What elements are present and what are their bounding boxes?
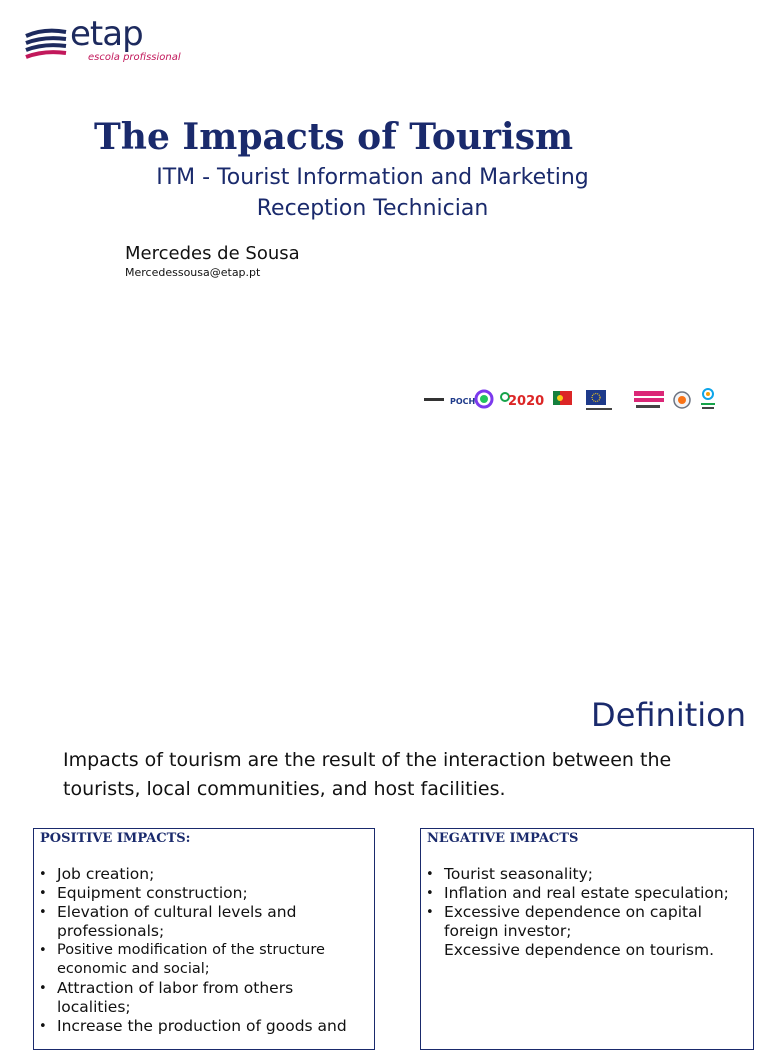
presentation-subtitle xyxy=(100,162,645,224)
logo-stripes-icon xyxy=(22,28,70,68)
sponsor-logos xyxy=(422,386,722,416)
eqavet-dot-icon xyxy=(706,392,710,396)
list-item: • Elevation of cultural levels and professionals; xyxy=(38,903,363,941)
poch-logo: POCH xyxy=(450,397,476,406)
negative-impacts-list xyxy=(425,865,750,960)
definition-slide xyxy=(0,660,768,1035)
list-item: • Inflation and real estate speculation; xyxy=(425,884,750,903)
subtitle-line-2: Reception Technician xyxy=(256,196,489,221)
etap-logo xyxy=(22,16,182,72)
eu-caption-bar xyxy=(586,408,612,410)
list-item: • Excessive dependence on capital foreign investor; xyxy=(425,903,750,941)
presentation-title: The Impacts of Tourism xyxy=(94,116,574,158)
poch-dot-icon xyxy=(480,395,488,403)
coopetape-caption-bar xyxy=(636,405,660,408)
logo-subtitle: escola profissional xyxy=(88,52,181,63)
logo-word: etap xyxy=(70,14,143,54)
definition-text: Impacts of tourism are the result of the interaction between the tourists, local communities, and host facilities. xyxy=(63,749,672,800)
list-item: • Equipment construction; xyxy=(38,884,363,903)
author-name: Mercedes de Sousa xyxy=(125,243,300,264)
cofinanced-label-icon xyxy=(424,398,444,401)
list-item: Excessive dependence on tourism. xyxy=(444,941,715,959)
eu-flag xyxy=(586,390,606,405)
author-email: Mercedessousa@etap.pt xyxy=(125,266,261,279)
eqavet-caption-bar-2 xyxy=(702,407,714,409)
positive-impacts-heading: POSITIVE IMPACTS: xyxy=(40,831,191,846)
list-item: • Job creation; xyxy=(38,865,363,884)
negative-impacts-heading: NEGATIVE IMPACTS xyxy=(427,831,579,846)
coopetape-top-bar xyxy=(634,391,664,396)
positive-impacts-list xyxy=(38,865,363,1036)
list-item: • Positive modification of the structure economic and social; xyxy=(38,941,363,979)
list-item: • Tourist seasonality; xyxy=(425,865,750,884)
coopetape-mid-bar xyxy=(634,398,664,402)
definition-heading: Definition xyxy=(591,696,746,734)
positive-impacts-box xyxy=(33,828,375,1050)
portugal2020-logo: 2020 xyxy=(508,394,545,409)
certification-core-icon xyxy=(678,396,686,404)
eqavet-caption-bar xyxy=(701,403,715,405)
pt-flag-emblem-icon xyxy=(557,395,563,401)
subtitle-line-1: ITM - Tourist Information and Marketing xyxy=(156,165,589,190)
list-item: • Attraction of labor from others localities; xyxy=(38,979,363,1017)
negative-impacts-box xyxy=(420,828,754,1050)
list-item: • Increase the production of goods and xyxy=(38,1017,363,1036)
